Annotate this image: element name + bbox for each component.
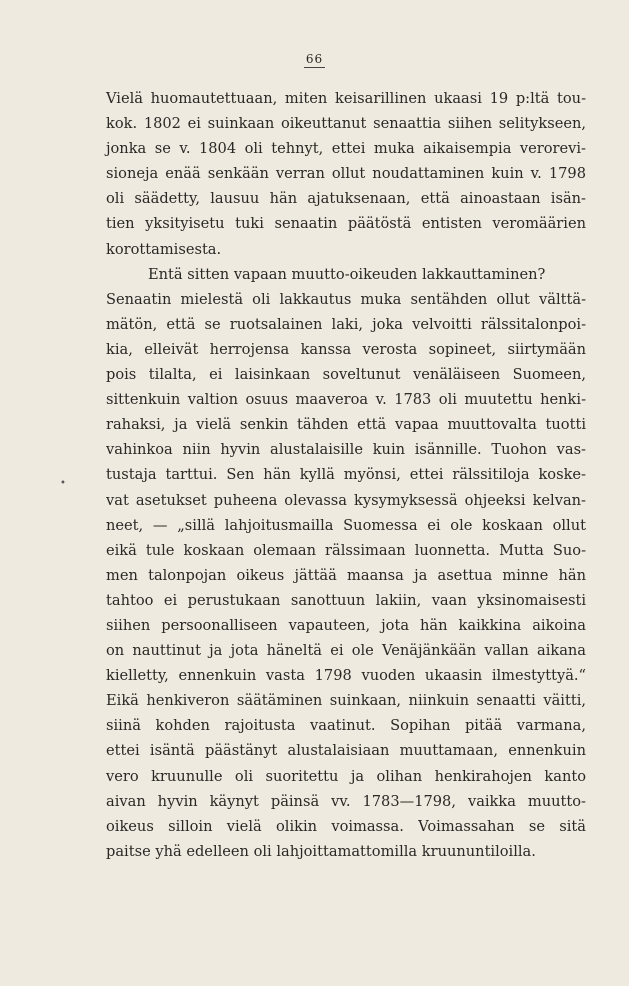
text-line: siihen persoonalliseen vapauteen, jota hän kaikkina aikoina xyxy=(106,616,586,634)
page-number: 66 xyxy=(305,52,324,66)
text-line: tahtoo ei perustukaan sanottuun lakiin, vaan yksinomaisesti xyxy=(106,591,586,609)
text-line: paitse yhä edelleen oli lahjoittamattomilla kruununtiloilla. xyxy=(106,842,536,860)
text-line: aivan hyvin käynyt päinsä vv. 1783—1798, vaikka muutto- xyxy=(106,792,586,810)
text-line: kok. 1802 ei suinkaan oikeuttanut senaattia siihen selitykseen, xyxy=(106,115,586,133)
text-line: tien yksityisetu tuki senaatin päätöstä entisten veromäärien xyxy=(106,215,586,233)
text-line: neet, — „sillä lahjoitusmailla Suomessa ei ole koskaan ollut xyxy=(106,516,586,534)
body-text xyxy=(106,86,586,864)
text-line: rahaksi, ja vielä senkin tähden että vapaa muuttovalta tuotti xyxy=(106,416,586,434)
text-line: tustaja tarttui. Sen hän kyllä myönsi, ettei rälssitiloja koske- xyxy=(106,466,586,484)
text-line: eikä tule koskaan olemaan rälssimaan luonnetta. Mutta Suo- xyxy=(106,541,586,559)
text-line: vat asetukset puheena olevassa kysymyksessä ohjeeksi kelvan- xyxy=(106,491,586,509)
text-line: korottamisesta. xyxy=(106,240,222,258)
text-line: sioneja enää senkään verran ollut noudattaminen kuin v. 1798 xyxy=(106,165,586,183)
text-line: Senaatin mielestä oli lakkautus muka sentähden ollut välttä- xyxy=(106,290,586,308)
text-line: Entä sitten vapaan muutto-oikeuden lakkauttaminen? xyxy=(148,265,546,283)
text-line: ettei isäntä päästänyt alustalaisiaan muuttamaan, ennenkuin xyxy=(106,742,586,760)
text-line: Eikä henkiveron säätäminen suinkaan, niinkuin senaatti väitti, xyxy=(106,692,586,710)
text-line: kielletty, ennenkuin vasta 1798 vuoden ukaasin ilmestyttyä.“ xyxy=(106,667,586,685)
text-line: oikeus silloin vielä olikin voimassa. Voimassahan se sitä xyxy=(106,817,586,835)
text-line: vahinkoa niin hyvin alustalaisille kuin isännille. Tuohon vas- xyxy=(106,441,586,459)
text-line: men talonpojan oikeus jättää maansa ja asettua minne hän xyxy=(106,566,586,584)
text-line: vero kruunulle oli suoritettu ja olihan henkirahojen kanto xyxy=(106,767,586,785)
text-line: Vielä huomautettuaan, miten keisarillinen ukaasi 19 p:ltä tou- xyxy=(106,90,586,107)
margin-mark: • xyxy=(60,478,66,489)
text-line: jonka se v. 1804 oli tehnyt, ettei muka aikaisempia verorevi- xyxy=(106,140,586,158)
text-line: siinä kohden rajoitusta vaatinut. Sopihan pitää varmana, xyxy=(106,717,586,735)
text-line: on nauttinut ja jota häneltä ei ole Venäjänkään vallan aikana xyxy=(106,642,586,660)
text-line: oli säädetty, lausuu hän ajatuksenaan, että ainoastaan isän- xyxy=(106,190,586,208)
text-line: sittenkuin valtion osuus maaveroa v. 1783 oli muutettu henki- xyxy=(106,391,586,409)
text-line: mätön, että se ruotsalainen laki, joka velvoitti rälssitalonpoi- xyxy=(106,315,586,333)
text-line: pois tilalta, ei laisinkaan soveltunut venäläiseen Suomeen, xyxy=(106,366,586,384)
text-line: kia, elleivät herrojensa kanssa verosta sopineet, siirtymään xyxy=(106,340,586,358)
